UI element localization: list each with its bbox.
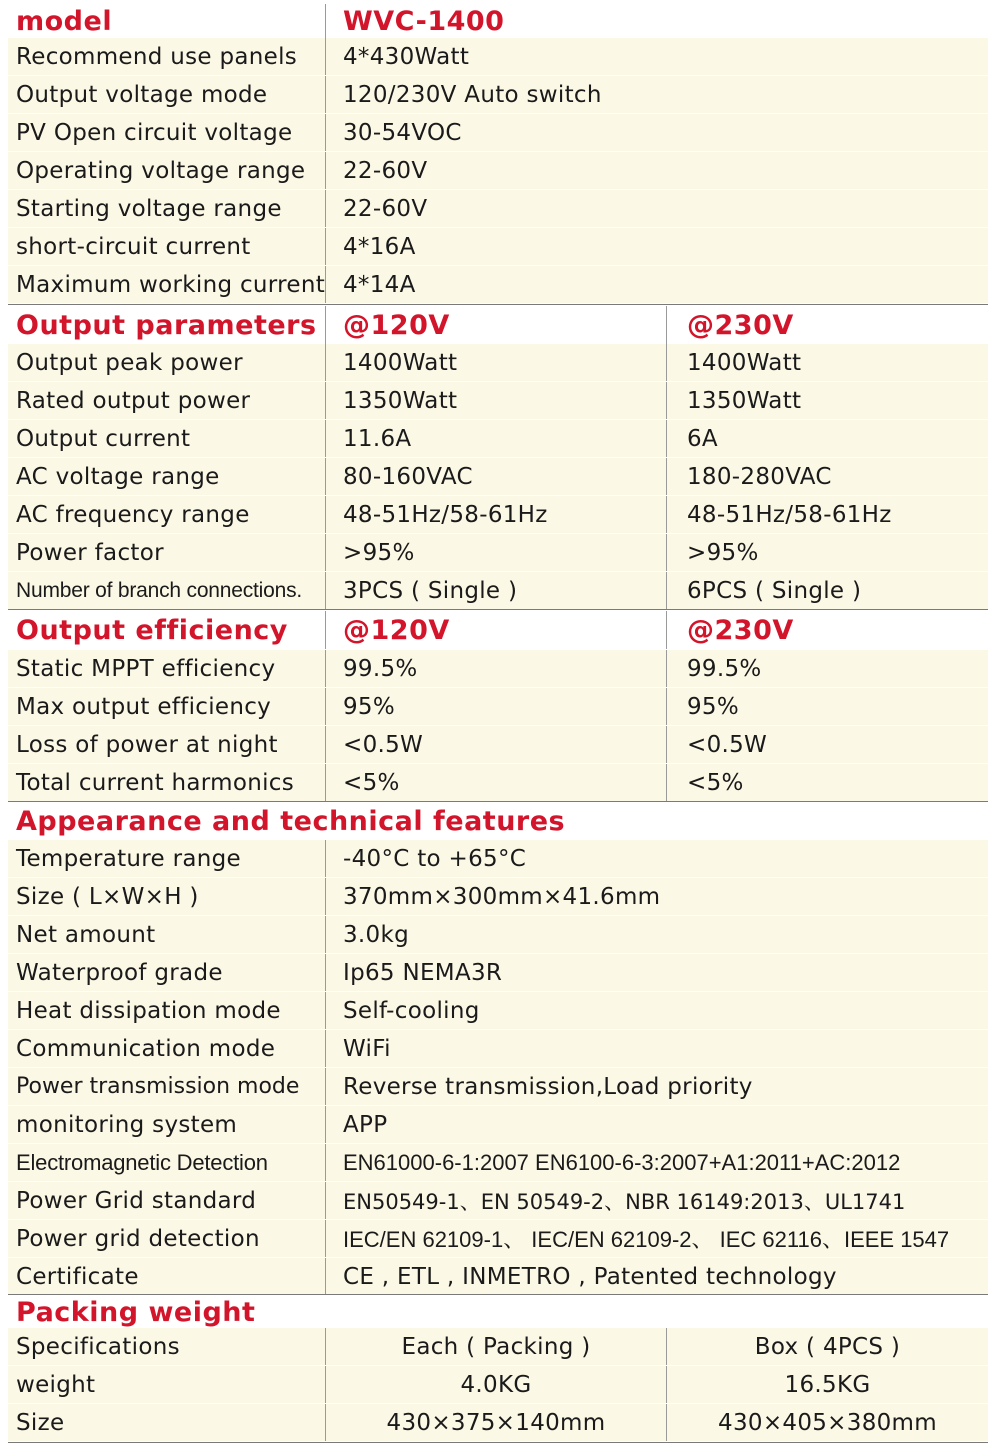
spec-value: 3.0kg xyxy=(325,916,988,953)
spec-label: Output current xyxy=(16,425,191,452)
value-230v: <5% xyxy=(666,764,988,801)
section-title: Packing weight xyxy=(16,1296,256,1328)
spec-label: Net amount xyxy=(16,921,156,948)
spec-row xyxy=(8,650,988,687)
value-box: 430×405×380mm xyxy=(666,1404,988,1441)
spec-label: AC voltage range xyxy=(16,463,220,490)
column-header-230v: @230V xyxy=(666,611,988,649)
spec-value: 370mm×300mm×41.6mm xyxy=(325,878,988,915)
spec-row xyxy=(8,38,988,75)
value-230v: >95% xyxy=(666,534,988,571)
packing-header xyxy=(8,1296,988,1328)
section-divider xyxy=(8,609,988,610)
spec-label: Maximum working current xyxy=(16,271,326,298)
spec-row xyxy=(8,1106,988,1143)
spec-label: PV Open circuit voltage xyxy=(16,119,293,146)
spec-label: AC frequency range xyxy=(16,501,250,528)
output-parameters-header xyxy=(8,306,988,344)
model-value: WVC-1400 xyxy=(325,4,988,38)
spec-row xyxy=(8,190,988,227)
spec-label: Operating voltage range xyxy=(16,157,306,184)
spec-row xyxy=(8,228,988,265)
value-120v: 95% xyxy=(325,688,666,725)
column-header-box: Box ( 4PCS ) xyxy=(666,1328,988,1365)
value-230v: <0.5W xyxy=(666,726,988,763)
value-120v: 48-51Hz/58-61Hz xyxy=(325,496,666,533)
spec-row xyxy=(8,764,988,801)
spec-value: APP xyxy=(325,1106,988,1143)
spec-label: Output peak power xyxy=(16,349,243,376)
spec-row xyxy=(8,76,988,113)
spec-label: Heat dissipation mode xyxy=(16,997,281,1024)
packing-row xyxy=(8,1366,988,1403)
section-title: Appearance and technical features xyxy=(16,805,566,837)
column-header-120v: @120V xyxy=(325,611,666,649)
spec-value: 4*16A xyxy=(325,228,988,265)
spec-row xyxy=(8,534,988,571)
spec-row xyxy=(8,1030,988,1067)
spec-row xyxy=(8,1144,988,1181)
spec-label: Number of branch connections. xyxy=(16,578,303,602)
value-120v: <0.5W xyxy=(325,726,666,763)
spec-label: Starting voltage range xyxy=(16,195,282,222)
value-120v: 80-160VAC xyxy=(325,458,666,495)
spec-row xyxy=(8,840,988,877)
spec-row xyxy=(8,496,988,533)
spec-value: EN61000-6-1:2007 EN6100-6-3:2007+A1:2011+AC:2012 xyxy=(325,1144,988,1181)
spec-row xyxy=(8,266,988,303)
section-title: Output parameters xyxy=(16,309,317,341)
value-230v: 99.5% xyxy=(666,650,988,687)
value-230v: 6A xyxy=(666,420,988,457)
spec-value: 4*14A xyxy=(325,266,988,303)
spec-row xyxy=(8,344,988,381)
spec-label: Power transmission mode xyxy=(16,1074,300,1099)
column-header-each: Each ( Packing ) xyxy=(325,1328,666,1365)
value-230v: 1350Watt xyxy=(666,382,988,419)
spec-label: Rated output power xyxy=(16,387,251,414)
spec-label: Static MPPT efficiency xyxy=(16,655,276,682)
spec-row xyxy=(8,1220,988,1257)
spec-value: WiFi xyxy=(325,1030,988,1067)
spec-value: EN50549-1、EN 50549-2、NBR 16149:2013、UL1741 xyxy=(325,1182,988,1219)
spec-value: Reverse transmission,Load priority xyxy=(325,1068,988,1105)
spec-value: 120/230V Auto switch xyxy=(325,76,988,113)
packing-label: Specifications xyxy=(16,1333,180,1360)
model-row xyxy=(8,4,988,38)
section-divider xyxy=(8,1294,988,1295)
value-120v: 1350Watt xyxy=(325,382,666,419)
value-each: 4.0KG xyxy=(325,1366,666,1403)
section-divider xyxy=(8,801,988,802)
value-230v: 48-51Hz/58-61Hz xyxy=(666,496,988,533)
spec-value: Ip65 NEMA3R xyxy=(325,954,988,991)
spec-row xyxy=(8,382,988,419)
packing-label: weight xyxy=(16,1371,96,1398)
spec-label: Waterproof grade xyxy=(16,959,223,986)
model-label: model xyxy=(16,5,113,37)
packing-row xyxy=(8,1404,988,1441)
column-header-120v: @120V xyxy=(325,306,666,344)
spec-value: CE , ETL , INMETRO , Patented technology xyxy=(325,1258,988,1295)
value-120v: <5% xyxy=(325,764,666,801)
spec-row xyxy=(8,1068,988,1105)
section-divider xyxy=(8,304,988,305)
spec-row xyxy=(8,878,988,915)
spec-label: short-circuit current xyxy=(16,233,251,260)
spec-label: Output voltage mode xyxy=(16,81,268,108)
spec-label: Power Grid standard xyxy=(16,1187,257,1214)
spec-label: Temperature range xyxy=(16,845,241,872)
spec-row xyxy=(8,954,988,991)
spec-value: 30-54VOC xyxy=(325,114,988,151)
spec-row xyxy=(8,1258,988,1295)
spec-label: Electromagnetic Detection xyxy=(16,1149,268,1175)
output-efficiency-header xyxy=(8,611,988,649)
value-120v: 99.5% xyxy=(325,650,666,687)
spec-value: Self-cooling xyxy=(325,992,988,1029)
spec-label: Size ( L×W×H ) xyxy=(16,883,199,910)
spec-row xyxy=(8,458,988,495)
spec-value: -40°C to +65°C xyxy=(325,840,988,877)
spec-value: IEC/EN 62109-1、 IEC/EN 62109-2、 IEC 62116、IEEE 1547 xyxy=(325,1220,988,1257)
spec-row xyxy=(8,114,988,151)
spec-label: Recommend use panels xyxy=(16,43,298,70)
spec-row xyxy=(8,572,988,609)
spec-row xyxy=(8,152,988,189)
value-120v: >95% xyxy=(325,534,666,571)
value-230v: 180-280VAC xyxy=(666,458,988,495)
value-230v: 1400Watt xyxy=(666,344,988,381)
section-title: Output efficiency xyxy=(16,614,288,646)
spec-label: Total current harmonics xyxy=(16,769,295,796)
spec-label: Power factor xyxy=(16,539,164,566)
spec-value: 4*430Watt xyxy=(325,38,988,75)
value-box: 16.5KG xyxy=(666,1366,988,1403)
spec-row xyxy=(8,916,988,953)
value-120v: 3PCS ( Single ) xyxy=(325,572,666,609)
column-header-230v: @230V xyxy=(666,306,988,344)
spec-row xyxy=(8,688,988,725)
spec-row xyxy=(8,726,988,763)
spec-row xyxy=(8,992,988,1029)
spec-row xyxy=(8,1182,988,1219)
packing-column-row xyxy=(8,1328,988,1365)
value-230v: 95% xyxy=(666,688,988,725)
spec-label: Loss of power at night xyxy=(16,731,278,758)
value-each: 430×375×140mm xyxy=(325,1404,666,1441)
spec-label: Certificate xyxy=(16,1263,139,1290)
spec-label: monitoring system xyxy=(16,1111,238,1138)
value-120v: 11.6A xyxy=(325,420,666,457)
spec-value: 22-60V xyxy=(325,152,988,189)
section-divider xyxy=(8,1442,988,1443)
spec-value: 22-60V xyxy=(325,190,988,227)
spec-label: Max output efficiency xyxy=(16,693,272,720)
appearance-header xyxy=(8,803,988,839)
spec-label: Power grid detection xyxy=(16,1225,260,1252)
value-120v: 1400Watt xyxy=(325,344,666,381)
spec-label: Communication mode xyxy=(16,1035,276,1062)
packing-label: Size xyxy=(16,1409,65,1436)
value-230v: 6PCS ( Single ) xyxy=(666,572,988,609)
spec-row xyxy=(8,420,988,457)
